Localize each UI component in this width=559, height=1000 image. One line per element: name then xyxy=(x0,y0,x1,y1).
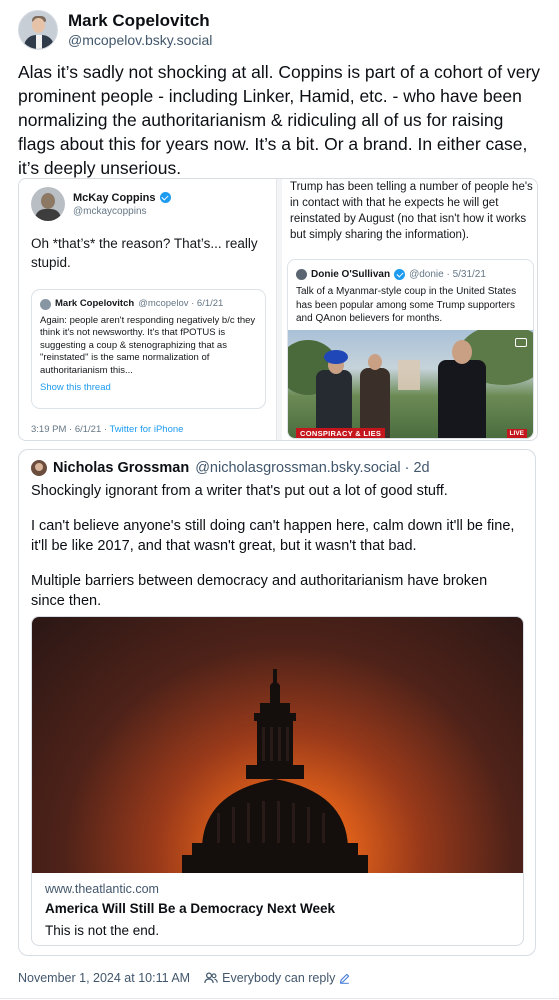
capitol-dome-silhouette xyxy=(32,617,524,873)
quoted-author-name: Donie O'Sullivan xyxy=(311,268,405,281)
post-footer xyxy=(18,971,350,985)
quoted-post[interactable] xyxy=(18,449,536,956)
quoted-tweet xyxy=(31,289,266,409)
quoted-meta: @mcopelov · 6/1/21 xyxy=(138,298,224,309)
quoted-author-name: Mark Copelovitch xyxy=(55,298,135,309)
embedded-image[interactable] xyxy=(18,178,538,441)
link-description: This is not the end. xyxy=(45,923,160,938)
capitol-dome-photo xyxy=(32,617,524,873)
camera-icon xyxy=(515,338,527,347)
link-card-meta xyxy=(45,881,515,940)
quoted-author-handle[interactable]: @nicholasgrossman.bsky.social xyxy=(195,460,401,476)
tweet-text: Trump has been telling a number of people he's in contact with that he expects he will get reinstated by August (no that isn't how it works but simply sharing the information). xyxy=(290,181,533,241)
divider xyxy=(0,998,559,999)
live-badge: LIVE xyxy=(507,429,527,438)
tweet-screenshot-left xyxy=(19,179,277,441)
news-lower-third: CONSPIRACY & LIES xyxy=(296,428,385,439)
author-handle[interactable]: @mcopelov.bsky.social xyxy=(68,32,213,48)
avatar xyxy=(31,187,65,221)
avatar xyxy=(40,299,51,310)
avatar[interactable] xyxy=(18,10,58,50)
quoted-text: Talk of a Myanmar-style coup in the United States has been popular among some Trump supporters and QAnon believers for months. xyxy=(296,286,517,324)
author-name[interactable]: Mark Copelovitch xyxy=(68,11,210,30)
quoted-text: Again: people aren't responding negatively b/c they think it's not newsworthy. It's that fPOTUS is suggesting a coup & stenographizing that as "reinstated" is the same normalization of authoritarianism this... xyxy=(40,315,256,376)
reply-setting[interactable]: Everybody can reply xyxy=(222,971,336,985)
news-photo xyxy=(288,330,534,439)
quoted-meta: @donie · 5/31/21 xyxy=(409,269,486,280)
tweet-screenshot-right xyxy=(282,179,538,441)
verified-badge-icon xyxy=(160,192,171,203)
post-header xyxy=(18,10,212,50)
link-card[interactable] xyxy=(31,616,524,946)
pencil-icon[interactable] xyxy=(339,973,350,984)
avatar xyxy=(296,269,307,280)
show-thread-link: Show this thread xyxy=(40,382,111,394)
quoted-post-paragraph: I can't believe anyone's still doing can't happen here, calm down it'll be fine, it'll be like 2017, and that wasn't great, but it wasn't that bad. xyxy=(31,518,515,554)
quoted-author-name[interactable]: Nicholas Grossman xyxy=(53,460,190,476)
link-domain: www.theatlantic.com xyxy=(45,882,159,896)
tweet-author-handle: @mckaycoppins xyxy=(73,205,147,217)
link-title: America Will Still Be a Democracy Next Week xyxy=(45,901,336,916)
author-block xyxy=(68,11,212,49)
people-icon xyxy=(204,972,218,984)
quoted-post-paragraph: Shockingly ignorant from a writer that's put out a lot of good stuff. xyxy=(31,483,448,499)
verified-badge-icon xyxy=(394,269,405,280)
avatar[interactable] xyxy=(31,460,47,476)
quoted-post-time[interactable]: 2d xyxy=(413,460,430,476)
tweet-footer: 3:19 PM · 6/1/21 · Twitter for iPhone xyxy=(31,424,184,435)
tweet-text: Oh *that’s* the reason? That’s... really stupid. xyxy=(31,236,258,270)
post-text: Alas it’s sadly not shocking at all. Coppins is part of a cohort of very prominent people - including Linker, Hamid, etc. - who have been normalizing the authoritarianism & ridiculing all of us for raising flags about this for years now. It’s a bit. Or a brand. In either case, it’s deeply unserious. xyxy=(18,62,541,178)
quoted-tweet xyxy=(287,259,534,439)
tweet-author-name: McKay Coppins xyxy=(73,191,171,205)
post-timestamp[interactable]: November 1, 2024 at 10:11 AM xyxy=(18,971,191,985)
quoted-post-paragraph: Multiple barriers between democracy and authoritarianism have broken since then. xyxy=(31,573,488,609)
quoted-post-header: Nicholas Grossman @nicholasgrossman.bsky.social · 2d xyxy=(31,459,430,477)
tweet-header xyxy=(31,187,171,221)
